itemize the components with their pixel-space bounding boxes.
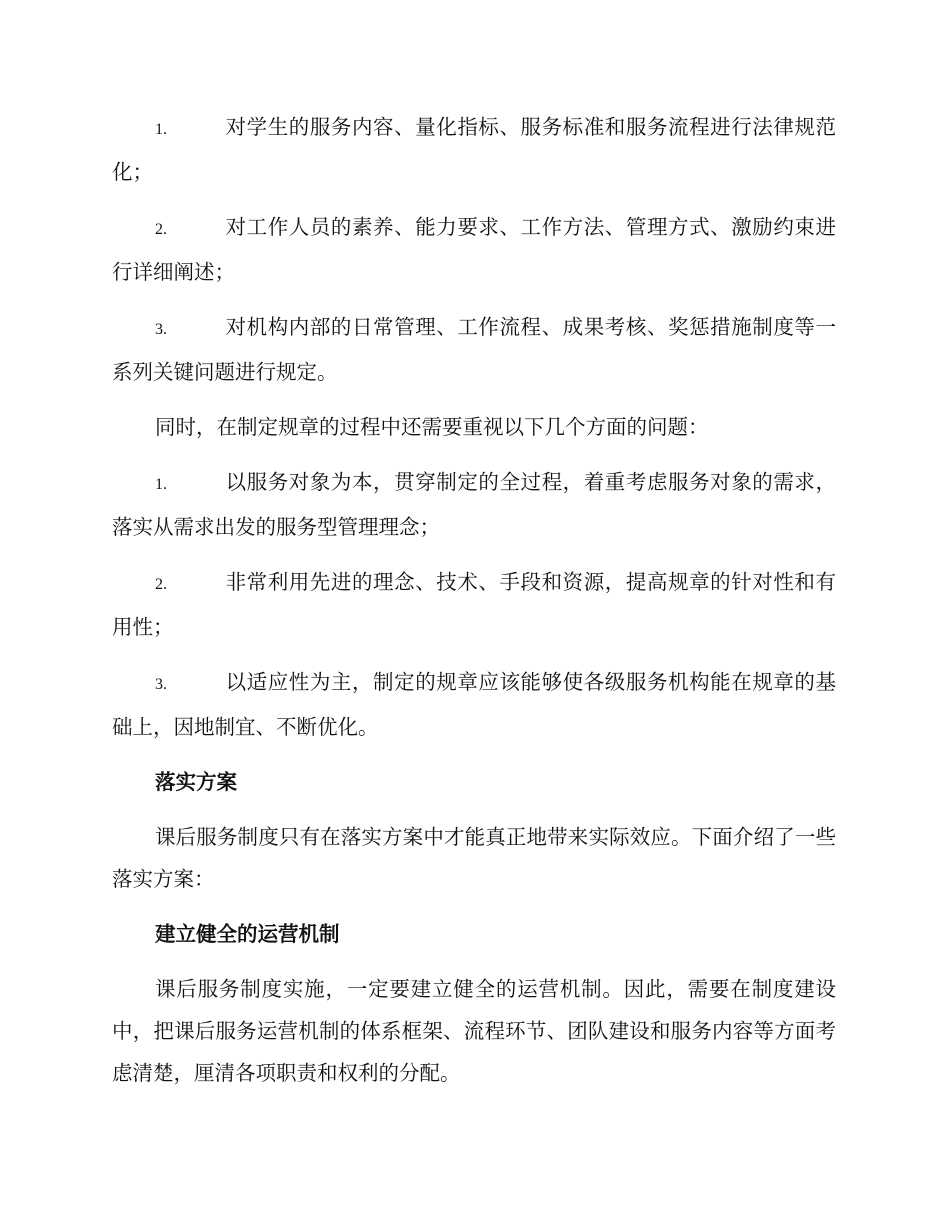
list-item xyxy=(112,661,836,748)
list-text: 以服务对象为本，贯穿制定的全过程，着重考虑服务对象的需求，落实从需求出发的服务型管理理念； xyxy=(112,470,836,539)
list-number: 1. xyxy=(155,121,167,138)
list-text: 以适应性为主，制定的规章应该能够使各级服务机构能在规章的基础上，因地制宜、不断优化。 xyxy=(112,670,836,739)
section-heading: 落实方案 xyxy=(155,770,237,794)
section-heading: 建立健全的运营机制 xyxy=(155,922,340,946)
list-item xyxy=(112,106,836,193)
list-number: 3. xyxy=(155,676,167,693)
list-number: 2. xyxy=(155,221,167,238)
section-paragraph: 课后服务制度只有在落实方案中才能真正地带来实际效应。下面介绍了一些落实方案： xyxy=(112,825,836,891)
document-body xyxy=(112,106,836,1107)
list-text: 对工作人员的素养、能力要求、工作方法、管理方式、激励约束进行详细阐述； xyxy=(112,215,836,284)
list-text: 对机构内部的日常管理、工作流程、成果考核、奖惩措施制度等一系列关键问题进行规定。 xyxy=(112,315,836,384)
list-text: 对学生的服务内容、量化指标、服务标准和服务流程进行法律规范化； xyxy=(112,115,836,184)
list-number: 3. xyxy=(155,321,167,338)
intro-paragraph: 同时，在制定规章的过程中还需要重视以下几个方面的问题： xyxy=(155,415,709,439)
list-item xyxy=(112,461,836,548)
list-number: 1. xyxy=(155,476,167,493)
list-item xyxy=(112,561,836,648)
list-item xyxy=(112,306,836,393)
list-text: 非常利用先进的理念、技术、手段和资源，提高规章的针对性和有用性； xyxy=(112,570,836,639)
section-paragraph: 课后服务制度实施，一定要建立健全的运营机制。因此，需要在制度建设中，把课后服务运营机制的体系框架、流程环节、团队建设和服务内容等方面考虑清楚，厘清各项职责和权利的分配。 xyxy=(112,977,836,1085)
list-item xyxy=(112,206,836,293)
list-number: 2. xyxy=(155,576,167,593)
